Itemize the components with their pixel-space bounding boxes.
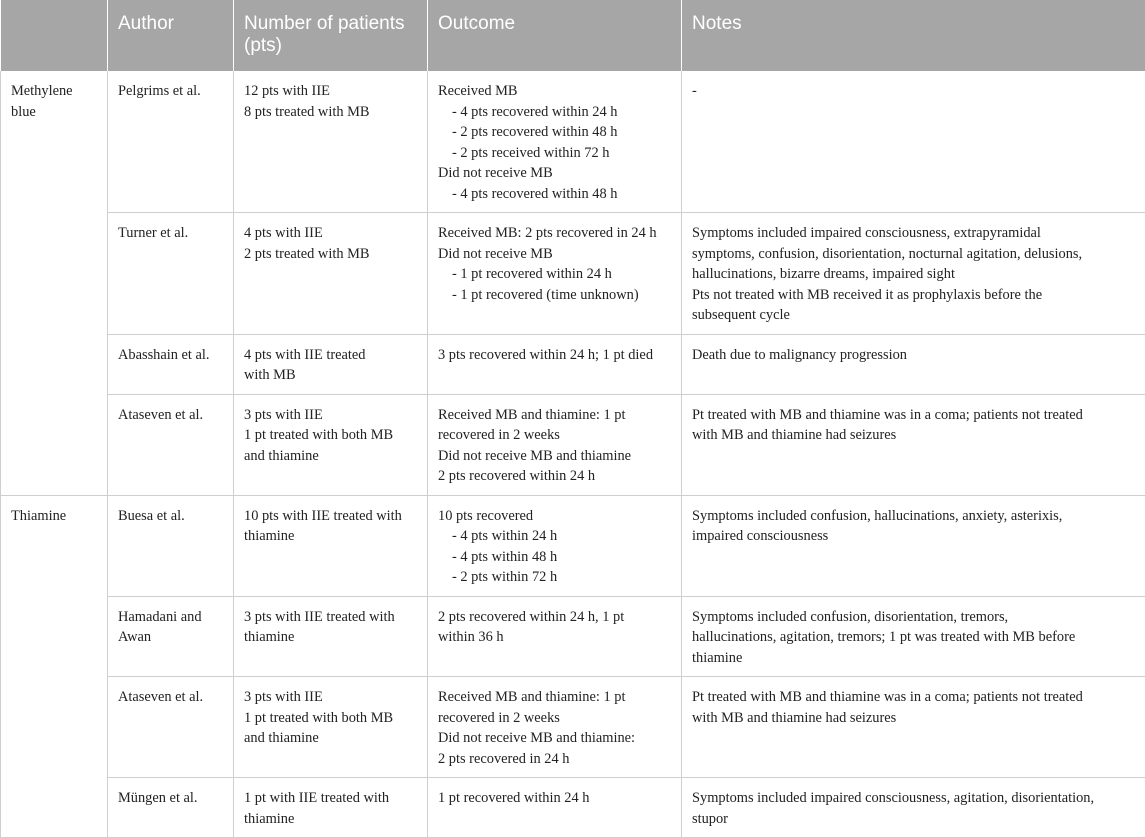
outcome-line: - 2 pts recovered within 48 h [438,122,671,143]
patients-line: 1 pt with IIE treated with [244,788,417,809]
notes-cell [682,495,1145,596]
notes-line: Symptoms included impaired consciousness, agitation, disorientation, [692,788,1135,809]
author-text: Buesa et al. [118,506,223,527]
outcome-line: Did not receive MB [438,163,671,184]
outcome-line: Received MB and thiamine: 1 pt [438,687,671,708]
outcome-line: Received MB [438,81,671,102]
author-cell [108,596,234,677]
author-cell [108,213,234,335]
outcome-line: 2 pts recovered in 24 h [438,749,671,770]
patients-cell [234,495,428,596]
outcome-cell [428,394,682,495]
outcome-line: - 1 pt recovered within 24 h [438,264,671,285]
outcome-line: 10 pts recovered [438,506,671,527]
notes-cell [682,213,1145,335]
notes-line: impaired consciousness [692,526,1135,547]
patients-line: 2 pts treated with MB [244,244,417,265]
author-text: Ataseven et al. [118,405,223,426]
header-cell-treatment [1,0,108,71]
notes-line: subsequent cycle [692,305,1135,326]
patients-line: 4 pts with IIE [244,223,417,244]
patients-line: thiamine [244,627,417,648]
outcome-line: Received MB and thiamine: 1 pt [438,405,671,426]
outcome-line: 1 pt recovered within 24 h [438,788,671,809]
patients-line: 4 pts with IIE treated [244,345,417,366]
notes-line: Death due to malignancy progression [692,345,1135,366]
notes-line: stupor [692,809,1135,830]
treatment-group-label: Thiamine [11,506,97,527]
table-row [1,71,1145,213]
patients-cell [234,394,428,495]
notes-line: - [692,81,1135,102]
author-cell [108,334,234,394]
notes-line: Symptoms included confusion, disorientation, tremors, [692,607,1135,628]
patients-line: 10 pts with IIE treated with [244,506,417,527]
outcome-line: - 2 pts within 72 h [438,567,671,588]
outcome-line: - 2 pts received within 72 h [438,143,671,164]
outcome-line: - 4 pts within 48 h [438,547,671,568]
header-cell-outcome: Outcome [428,0,682,71]
outcome-line: 2 pts recovered within 24 h [438,466,671,487]
notes-cell [682,334,1145,394]
patients-cell [234,677,428,778]
outcome-line: Received MB: 2 pts recovered in 24 h [438,223,671,244]
patients-line: 3 pts with IIE treated with [244,607,417,628]
patients-line: 3 pts with IIE [244,405,417,426]
notes-line: with MB and thiamine had seizures [692,425,1135,446]
patients-line: 8 pts treated with MB [244,102,417,123]
outcome-cell [428,495,682,596]
outcome-line: - 4 pts recovered within 24 h [438,102,671,123]
patients-line: 12 pts with IIE [244,81,417,102]
outcome-cell [428,334,682,394]
table-header [1,0,1145,71]
author-text: Müngen et al. [118,788,223,809]
author-text: Pelgrims et al. [118,81,223,102]
table-body [1,71,1145,838]
patients-line: with MB [244,365,417,386]
patients-line: 1 pt treated with both MB [244,708,417,729]
patients-line: 1 pt treated with both MB [244,425,417,446]
header-cell-author: Author [108,0,234,71]
notes-cell [682,596,1145,677]
patients-cell [234,71,428,213]
patients-line: thiamine [244,809,417,830]
outcome-cell [428,677,682,778]
outcome-line: - 4 pts recovered within 48 h [438,184,671,205]
treatment-group-cell [1,71,108,495]
notes-line: Pts not treated with MB received it as prophylaxis before the [692,285,1135,306]
outcome-line: - 1 pt recovered (time unknown) [438,285,671,306]
patients-cell [234,778,428,838]
outcome-line: within 36 h [438,627,671,648]
notes-cell [682,394,1145,495]
notes-line: thiamine [692,648,1135,669]
patients-cell [234,596,428,677]
outcome-cell [428,596,682,677]
author-text: Abasshain et al. [118,345,223,366]
author-text: Hamadani and Awan [118,607,223,648]
notes-cell [682,778,1145,838]
author-text: Ataseven et al. [118,687,223,708]
table-row [1,778,1145,838]
table-row [1,334,1145,394]
patients-line: and thiamine [244,728,417,749]
outcome-line: - 4 pts within 24 h [438,526,671,547]
outcome-line: 3 pts recovered within 24 h; 1 pt died [438,345,671,366]
patients-cell [234,213,428,335]
author-cell [108,778,234,838]
outcome-line: Did not receive MB and thiamine [438,446,671,467]
outcome-line: recovered in 2 weeks [438,708,671,729]
table-row [1,213,1145,335]
table-row [1,677,1145,778]
notes-line: with MB and thiamine had seizures [692,708,1135,729]
notes-cell [682,71,1145,213]
table-row [1,495,1145,596]
patients-line: thiamine [244,526,417,547]
notes-cell [682,677,1145,778]
author-cell [108,394,234,495]
header-cell-notes: Notes [682,0,1145,71]
outcome-cell [428,213,682,335]
notes-line: hallucinations, agitation, tremors; 1 pt was treated with MB before [692,627,1135,648]
outcome-cell [428,778,682,838]
notes-line: Pt treated with MB and thiamine was in a coma; patients not treated [692,687,1135,708]
outcome-line: Did not receive MB [438,244,671,265]
patients-line: and thiamine [244,446,417,467]
author-cell [108,495,234,596]
table-row [1,394,1145,495]
header-cell-patients: Number of patients (pts) [234,0,428,71]
header-row [1,0,1145,71]
patients-cell [234,334,428,394]
author-cell [108,71,234,213]
treatment-group-cell [1,495,108,838]
notes-line: Symptoms included impaired consciousness, extrapyramidal [692,223,1135,244]
treatment-group-label: Methylene blue [11,81,97,122]
author-text: Turner et al. [118,223,223,244]
patients-line: 3 pts with IIE [244,687,417,708]
outcome-line: recovered in 2 weeks [438,425,671,446]
notes-line: hallucinations, bizarre dreams, impaired sight [692,264,1135,285]
outcome-line: Did not receive MB and thiamine: [438,728,671,749]
notes-line: Pt treated with MB and thiamine was in a coma; patients not treated [692,405,1135,426]
author-cell [108,677,234,778]
notes-line: symptoms, confusion, disorientation, nocturnal agitation, delusions, [692,244,1135,265]
notes-line: Symptoms included confusion, hallucinations, anxiety, asterixis, [692,506,1135,527]
outcome-line: 2 pts recovered within 24 h, 1 pt [438,607,671,628]
table-row [1,596,1145,677]
outcome-cell [428,71,682,213]
